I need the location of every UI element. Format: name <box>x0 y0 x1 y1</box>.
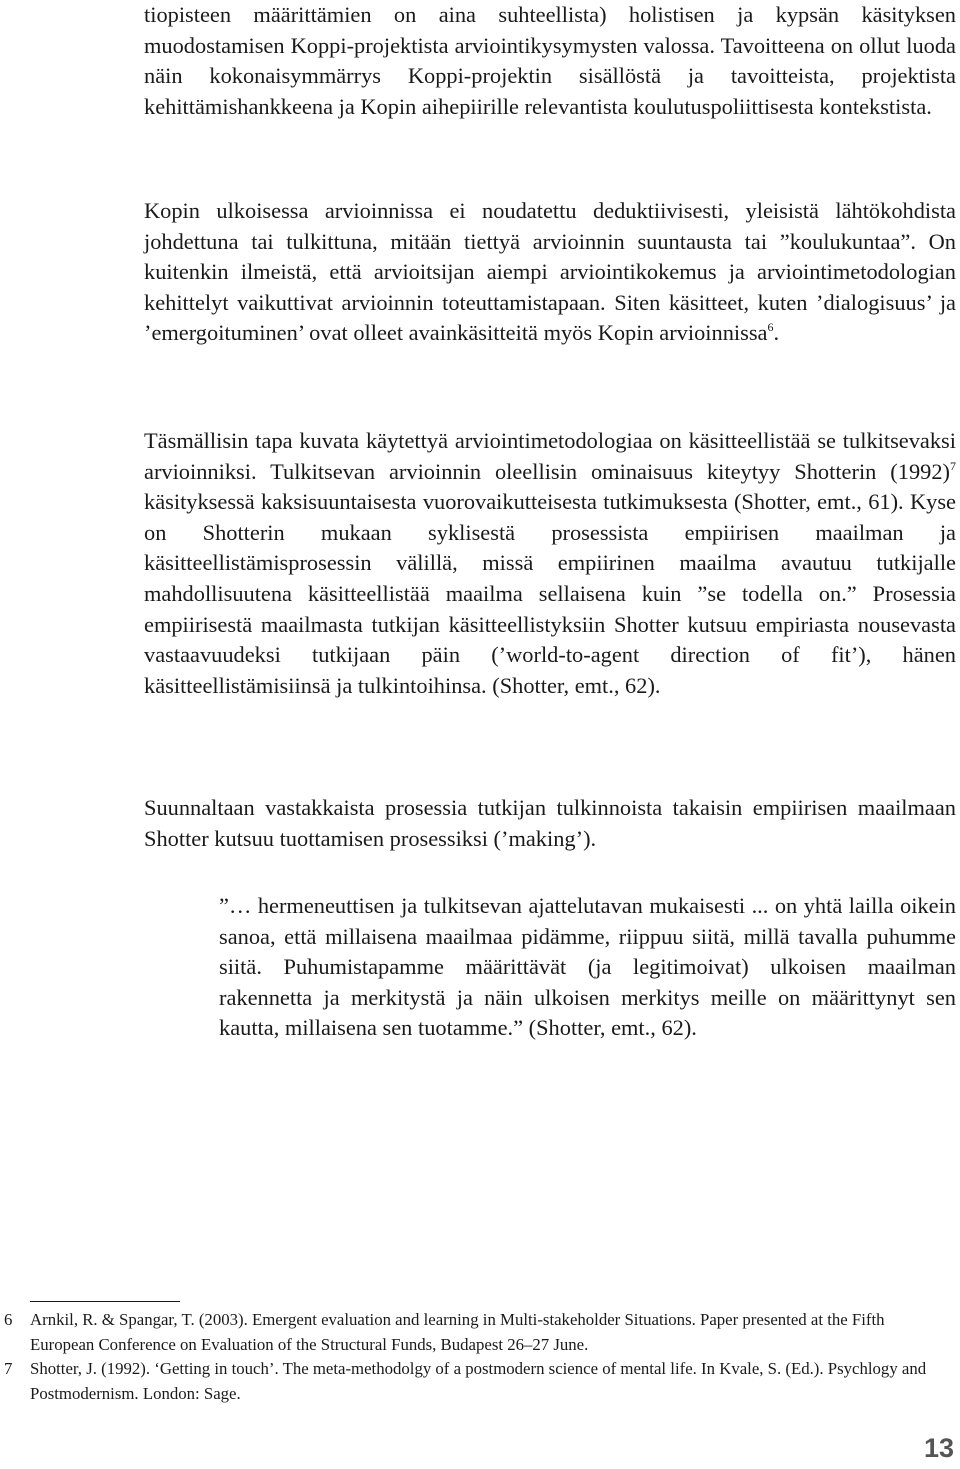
paragraph-making-process <box>144 793 956 854</box>
footnote-divider <box>30 1301 180 1302</box>
page-number: 13 <box>923 1433 954 1463</box>
paragraph-holistic-understanding <box>144 0 956 122</box>
paragraph-text-end: . <box>773 320 780 346</box>
footnote-reference[interactable]: 6 <box>767 320 774 335</box>
paragraph-text: Kopin ulkoisessa arvioinnissa ei noudatettu deduktiivisesti, yleisistä lähtökohdista johdettuna tai tulkittuna, mitään tiettyä arvioinnin suuntausta tai ”koulukuntaa”. On kuitenkin ilmeistä, että arvioitsijan aiempi arviointikokemus ja arviointimetodologian kehittelyt vaikuttivat arvioinnin toteuttamistapaan. Siten käsitteet, kuten ’dialogisuus’ ja ’emergoituminen’ ovat olleet avainkäsitteitä myös Kopin arvioinnissa <box>144 198 956 346</box>
footnote-reference[interactable]: 7 <box>950 458 956 473</box>
paragraph-text: Täsmällisin tapa kuvata käytettyä arviointimetodologiaa on käsitteellistää se tulkitsevaksi arvioinniksi. Tulkitsevan arvioinnin oleellisin ominaisuus kiteytyy Shotterin (1992) <box>144 428 956 484</box>
paragraph-text: tiopisteen määrittämien on aina suhteellista) holistisen ja kypsän käsityksen muodostamisen Koppi-projektista arviointikysymysten valossa. Tavoitteena on ollut luoda näin kokonaisymmärrys Koppi-projektin sisällöstä ja tavoitteista, projektista kehittämishankkeena ja Kopin aihepiirille relevantista koulutuspoliittisesta kontekstista. <box>144 2 956 119</box>
footnotes-section <box>0 1308 960 1406</box>
paragraph-interpretive-evaluation <box>144 426 956 701</box>
footnote-text: Arnkil, R. & Spangar, T. (2003). Emergent evaluation and learning in Multi-stakeholder Situations. Paper presented at the Fifth European Conference on Evaluation of the Structural Funds, Budapest 26–27 June. <box>30 1310 885 1354</box>
paragraph-external-evaluation <box>144 196 956 349</box>
footnote-number: 6 <box>4 1310 13 1329</box>
paragraph-text-continued: käsityksessä kaksisuuntaisesta vuorovaikutteisesta tutkimuksesta (Shotter, emt., 61). Kyse on Shotterin mukaan syklisestä prosessista empiirisen maailman ja käsitteellistämisprosessin välillä, missä empiirinen maailma avautuu tutkijalle mahdollisuutena käsitteellistää maailma sellaisena kuin ”se todella on.” Prosessia empiirisestä maailmasta tutkijan käsitteellistyksiin Shotter kutsuu empiriasta nousevasta vastaavuudeksi tutkijaan päin (’world-to-agent direction of fit’), hänen käsitteellistämisiinsä ja tulkintoihinsa. (Shotter, emt., 62). <box>144 489 956 698</box>
paragraph-text: Suunnaltaan vastakkaista prosessia tutkijan tulkinnoista takaisin empiirisen maailmaan Shotter kutsuu tuottamisen prosessiksi (’making’). <box>144 795 956 851</box>
footnote-item <box>0 1308 950 1357</box>
footnote-text: Shotter, J. (1992). ‘Getting in touch’. The meta-methodolgy of a postmodern science of mental life. In Kvale, S. (Ed.). Psychlogy and Postmodernism. London: Sage. <box>30 1359 927 1403</box>
block-quote-shotter <box>219 891 956 1044</box>
quote-text: ”… hermeneuttisen ja tulkitsevan ajattelutavan mukaisesti ... on yhtä lailla oikein sanoa, että millaisena maailmaa pidämme, riippuu siitä, millä tavalla puhumme siitä. Puhumistapamme määrittävät (ja legitimoivat) ulkoisen maailman rakennetta ja merkitystä ja näin ulkoisen merkitys meille on määrittynyt sen kautta, millaisena sen tuotamme.” (Shotter, emt., 62). <box>219 893 956 1041</box>
footnote-number: 7 <box>4 1359 13 1379</box>
footnote-item <box>0 1357 950 1406</box>
